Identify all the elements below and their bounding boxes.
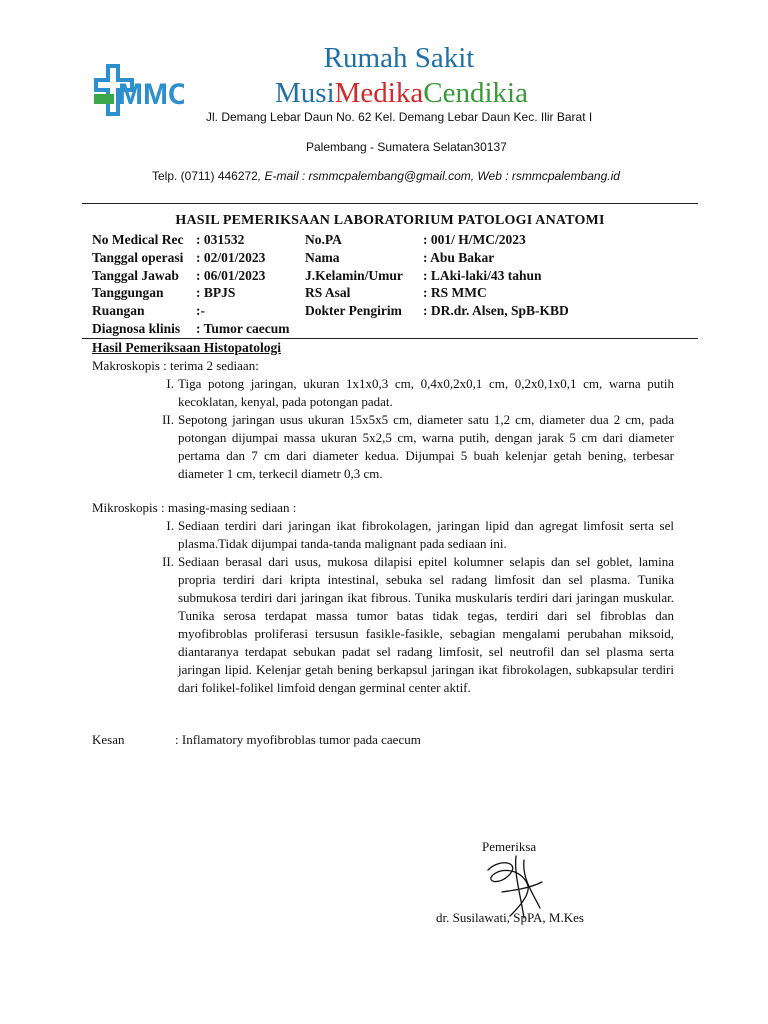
- logo-text: MMC: [118, 78, 184, 111]
- contact-line: [152, 169, 620, 183]
- field-label: Tanggal operasi: [92, 249, 184, 265]
- field-value: : 02/01/2023: [196, 249, 266, 265]
- field-label: Tanggungan: [92, 285, 164, 301]
- field-label: Diagnosa klinis: [92, 321, 181, 336]
- list-number: II.: [162, 412, 174, 427]
- list-text: Tiga potong jaringan, ukuran 1x1x0,3 cm, 0,4x0,2x0,1 cm, 0,2x0,1x0,1 cm, warna putih kecoklatan, kenyal, pada potongan padat.: [178, 376, 674, 409]
- field-value: : Tumor caecum: [196, 321, 290, 336]
- field-label: Dokter Pengirim: [305, 303, 402, 319]
- field-label: J.Kelamin/Umur: [305, 267, 403, 283]
- contact-email-web: , E-mail : rsmmcpalembang@gmail.com, Web : rsmmcpalembang.id: [257, 169, 620, 183]
- contact-telp: Telp. (0711) 446272: [152, 169, 258, 183]
- field-value: : 06/01/2023: [196, 267, 266, 283]
- signer-name: dr. Susilawati, SpPA, M.Kes: [436, 910, 584, 925]
- field-value: : BPJS: [196, 285, 236, 301]
- field-value: : 001/ H/MC/2023: [423, 232, 526, 247]
- field-label: No.PA: [305, 232, 342, 247]
- field-label: No Medical Rec: [92, 232, 184, 247]
- mikro-intro: : masing-masing sediaan :: [157, 500, 297, 515]
- field-value: : Abu Bakar: [423, 249, 495, 265]
- list-number: II.: [162, 554, 174, 569]
- name-part-cendikia: Cendikia: [423, 77, 528, 109]
- report-title: HASIL PEMERIKSAAN LABORATORIUM PATOLOGI ANATOMI: [175, 213, 605, 228]
- kesan-label: Kesan: [92, 732, 125, 747]
- field-label: Ruangan: [92, 303, 145, 319]
- field-label: Nama: [305, 249, 340, 265]
- section-heading: Hasil Pemeriksaan Histopatologi: [92, 340, 281, 355]
- hospital-line1: Rumah Sakit: [323, 42, 475, 74]
- field-value: : LAki-laki/43 tahun: [423, 267, 542, 283]
- makro-intro: : terima 2 sediaan:: [159, 358, 259, 373]
- list-number: I.: [166, 518, 174, 533]
- field-value: : DR.dr. Alsen, SpB-KBD: [423, 303, 569, 319]
- pemeriksa-label: Pemeriksa: [482, 839, 537, 854]
- field-value: :-: [196, 303, 205, 319]
- header-divider: [82, 203, 698, 204]
- hospital-name: [275, 77, 528, 110]
- field-label: Tanggal Jawab: [92, 267, 179, 283]
- mikro-label: Mikroskopis: [92, 500, 158, 515]
- list-text: Sediaan terdiri dari jaringan ikat fibrokolagen, jaringan lipid dan agregat limfosit serta sel plasma.Tidak dijumpai tanda-tanda malignant pada sediaan ini.: [178, 518, 674, 551]
- list-number: I.: [166, 376, 174, 391]
- field-label: RS Asal: [305, 285, 351, 301]
- makro-label: Makroskopis: [92, 358, 160, 373]
- field-value: : 031532: [196, 232, 245, 247]
- address-line2: Palembang - Sumatera Selatan30137: [306, 140, 507, 154]
- list-text: Sediaan berasal dari usus, mukosa dilapisi epitel kolumner selapis dan sel goblet, lamina propria terdiri dari kripta intestinal, sebuka sel radang limfosit dan sel plasma. Tunika submukosa terdiri dari jaringan ikat fibrous. Tunika muskularis terdiri dari jaringan muskular. Tunika serosa terdapat massa tumor batas tidak tegas, terdiri dari sel fibroblas dan myofibroblas proliferasi tersusun fasikle-fasikle, sebagian mengalami perubahan miksoid, diantaranya terdapat sebukan padat sel radang limfosit, sel neutrofil dan sel plasma serta jaringan lipid. Kelenjar getah bening berkapsul jaringan ikat fibrokolagen, subkapsular terdiri dari folikel-folikel limfoid dengan germinal center aktif.: [178, 554, 674, 695]
- name-part-musi: Musi: [275, 77, 335, 109]
- address-line1: Jl. Demang Lebar Daun No. 62 Kel. Demang Lebar Daun Kec. Ilir Barat I: [206, 110, 593, 124]
- makro-heading: [92, 357, 259, 375]
- mikro-heading: [92, 499, 296, 517]
- kesan-value: : Inflamatory myofibroblas tumor pada caecum: [175, 732, 421, 747]
- list-text: Sepotong jaringan usus ukuran 15x5x5 cm, diameter satu 1,2 cm, diameter dua 2 cm, pada potongan dijumpai massa ukuran 5x2,5 cm, warna putih, dengan jarak 5 cm dari diameter pertama dan 7 cm dari diameter kedua. Dijumpai 5 buah kelenjar getah bening, terbesar diameter 1 cm, terkecil diametr 0,3 cm.: [178, 412, 674, 481]
- field-value: : RS MMC: [423, 285, 487, 301]
- name-part-medika: Medika: [334, 77, 424, 109]
